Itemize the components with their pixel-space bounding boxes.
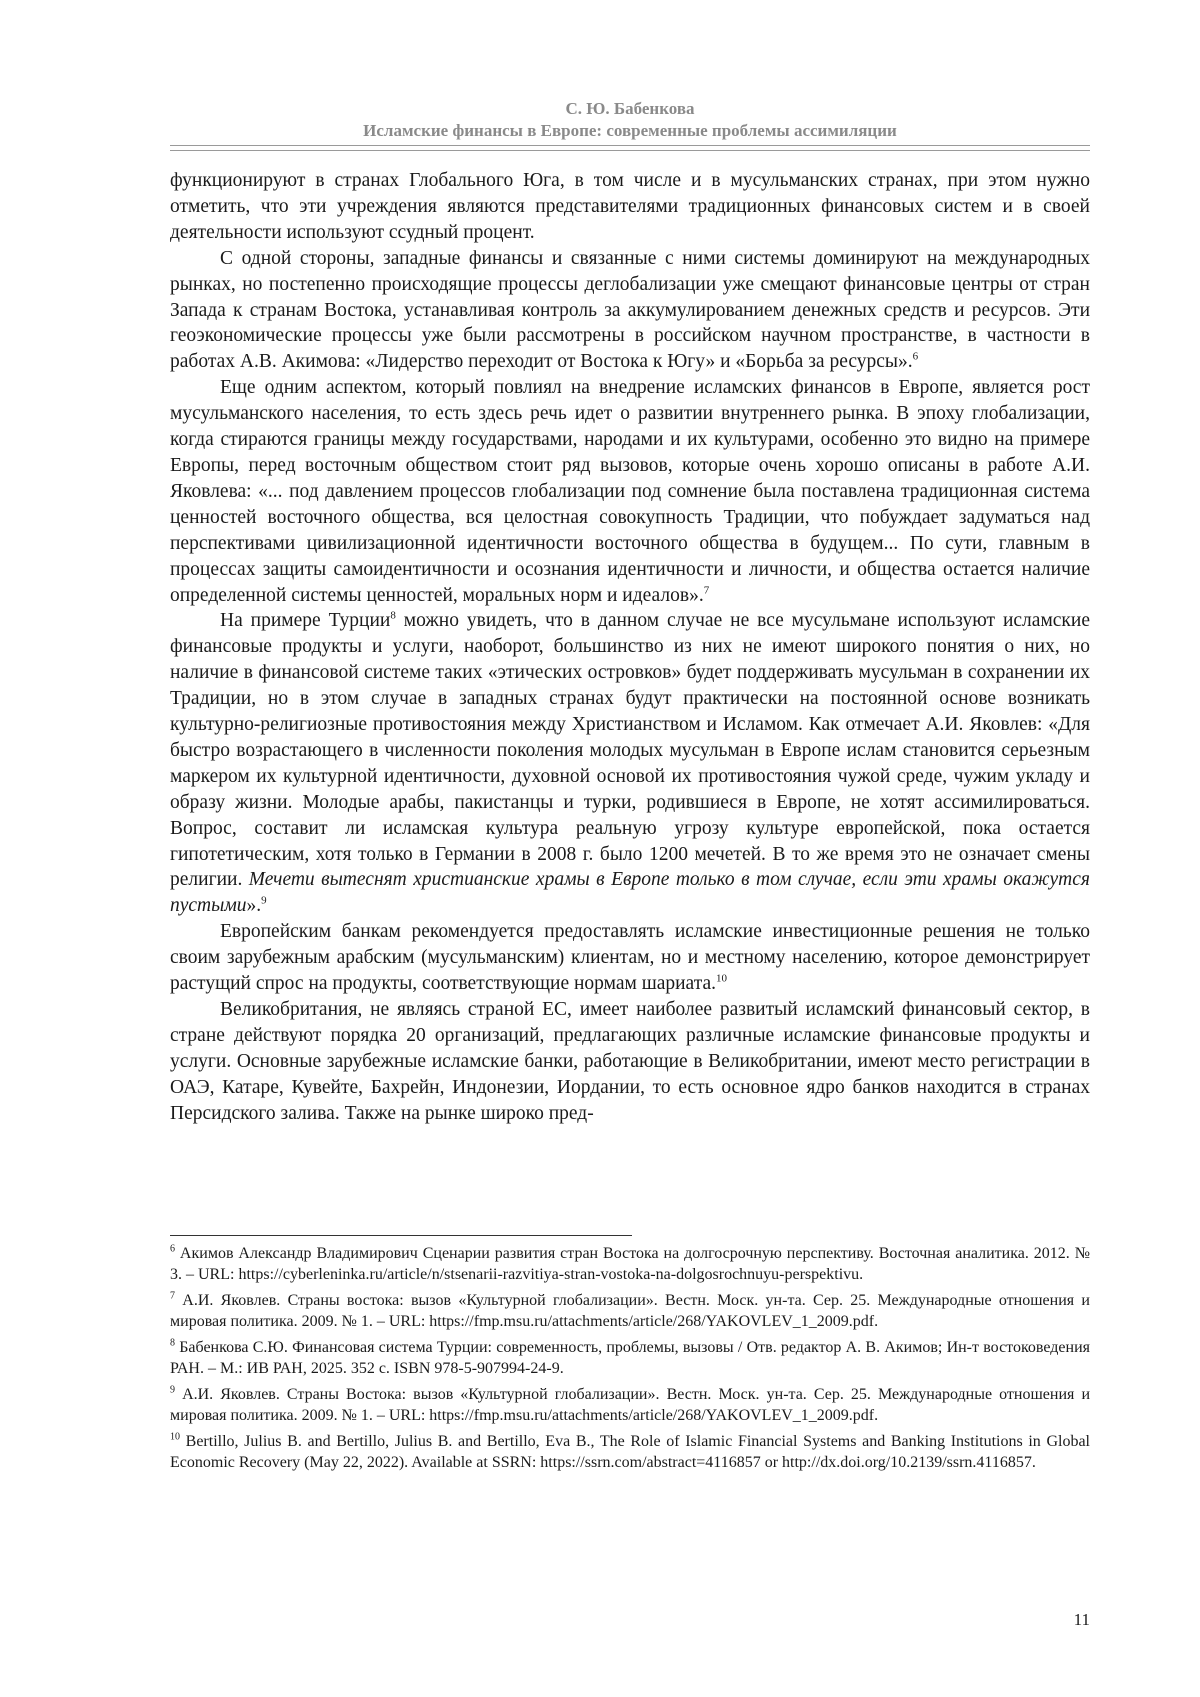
paragraph: функционируют в странах Глобального Юга, в том числе и в мусульманских странах, при этом нужно отметить, что эти учреждения являются представителями традиционных финансовых систем и в своей деятельности используют ссудный процент. — [170, 170, 1090, 243]
body-text — [170, 168, 1090, 1127]
italic-quote: Мечети вытеснят христианские храмы в Европе только в том случае, если эти храмы окажутся пустыми — [170, 869, 1090, 917]
paragraph: С одной стороны, западные финансы и связанные с ними системы доминируют на международных рынках, но постепенно происходящие процессы деглобализации уже смещают финансовые центры от стран Запада к странам Востока, устанавливая контроль за аккумулированием денежных средств и ресурсов. Эти геоэкономические процессы уже были рассмотрены в российском научном пространстве, в частности в работах А.В. Акимова: «Лидерство переходит от Востока к Югу» и «Борьба за ресурсы».$^6$ — [170, 247, 1090, 373]
footnote-ref[interactable]: 6 — [912, 350, 919, 363]
running-header — [170, 98, 1090, 142]
header-title: Исламские финансы в Европе: современные проблемы ассимиляции — [363, 121, 897, 140]
footnote: $^9$ А.И. Яковлев. Страны Востока: вызов «Культурной глобализации». Вестн. Моск. ун-та. Сер. 25. Международные отношения и мировая политика. 2009. № 1. – URL: https://fmp.msu.ru/attachments/article/268/YAKOVLEV_1_2009.pdf. — [170, 1384, 1090, 1424]
paragraph: На примере Турции$^8$ можно увидеть, что в данном случае не все мусульмане используют исламские финансовые продукты и услуги, наоборот, большинство из них не имеют широкого понятия о них, но наличие в финансовой системе таких «этических островков» будет поддерживать мусульман в сохранении их Традиции, но в этом случае в западных странах будут практически на постоянной основе возникать культурно-религиозные противостояния между Христианством и Исламом. Как отмечает А.И. Яковлев: «Для быстро возрастающего в численности поколения молодых мусульман в Европе ислам становится серьезным маркером их культурной идентичности, духовной основой их противостояния чужой среде, чужим укладу и образу жизни. Молодые арабы, пакистанцы и турки, родившиеся в Европе, не хотят ассимилироваться. Вопрос, составит ли исламская культура реальную угрозу культуре европейской, пока остается гипотетическим, хотя только в Германии в 2008 г. было 1200 мечетей. В то же время это не означает смены религии. Мечети вытеснят христианские храмы в Европе только в том случае, если эти храмы окажутся пустыми».$^9$ — [170, 609, 1090, 917]
header-rules — [170, 145, 1090, 155]
footnote: $^7$ А.И. Яковлев. Страны востока: вызов «Культурной глобализации». Вестн. Моск. ун-та. Сер. 25. Международные отношения и мировая политика. 2009. № 1. – URL: https://fmp.msu.ru/attachments/article/268/YAKOVLEV_1_2009.pdf. — [170, 1290, 1090, 1330]
footnote: $^{10}$ Bertillo, Julius B. and Bertillo, Julius B. and Bertillo, Eva B., The Role of Islamic Financial Systems and Banking Institutions in Global Economic Recovery (May 22, 2022). Available at SSRN: https://ssrn.com/abstract=4116857 or http://dx.doi.org/10.2139/ssrn.4116857. — [170, 1431, 1090, 1471]
paragraph: Великобритания, не являясь страной ЕС, имеет наиболее развитый исламский финансовый сектор, в стране действуют порядка 20 организаций, предлагающих различные исламские финансовые продукты и услуги. Основные зарубежные исламские банки, работающие в Великобритании, имеют место регистрации в ОАЭ, Катаре, Кувейте, Бахрейн, Индонезии, Иордании, то есть основное ядро банков находится в странах Персидского залива. Также на рынке широко пред- — [170, 999, 1090, 1124]
header-author: С. Ю. Бабенкова — [565, 99, 695, 118]
footnote-ref[interactable]: 10 — [716, 972, 727, 985]
footnote-ref[interactable]: 9 — [261, 894, 267, 907]
paragraph: Еще одним аспектом, который повлиял на внедрение исламских финансов в Европе, является рост мусульманского населения, то есть здесь речь идет о развитии внутреннего рынка. В эпоху глобализации, когда стираются границы между государствами, народами и их культурами, особенно это видно на примере Европы, перед восточным обществом стоит ряд вызовов, которые очень хорошо описаны в работе А.И. Яковлева: «... под давлением процессов глобализации под сомнение была поставлена традиционная система ценностей восточного общества, вся целостная совокупность Традиции, что побуждает задуматься над перспективами цивилизационной идентичности восточного общества в будущем... По сути, главным в процессах защиты самоидентичности и осознания идентичности и личности, и общества остается наличие определенной системы ценностей, моральных норм и идеалов».$^7$ — [170, 377, 1090, 606]
footnote: $^8$ Бабенкова С.Ю. Финансовая система Турции: современность, проблемы, вызовы / Отв. редактор А. В. Акимов; Ин-т востоковедения РАН. – М.: ИВ РАН, 2025. 352 с. ISBN 978-5-907994-24-9. — [170, 1337, 1090, 1377]
header-rule — [170, 145, 1090, 146]
footnote-separator — [170, 1235, 632, 1236]
footnotes — [170, 1243, 1090, 1478]
page-number: 11 — [1073, 1610, 1090, 1629]
paragraph: Европейским банкам рекомендуется предоставлять исламские инвестиционные решения не только своим зарубежным арабским (мусульманским) клиентам, но и местному населению, которое демонстрирует растущий спрос на продукты, соответствующие нормам шариата.$^{10}$ — [170, 921, 1090, 995]
footnote-ref[interactable]: 7 — [703, 584, 710, 596]
footnote: $^6$ Акимов Александр Владимирович Сценарии развития стран Востока на долгосрочную перспективу. Восточная аналитика. 2012. № 3. – URL: https://cyberleninka.ru/article/n/stsenarii-razvitiya-stran-vostoka-na-dolgosrochnuyu-perspektivu. — [170, 1243, 1090, 1283]
header-rule — [170, 150, 1090, 151]
footnote-ref[interactable]: 8 — [390, 609, 396, 622]
